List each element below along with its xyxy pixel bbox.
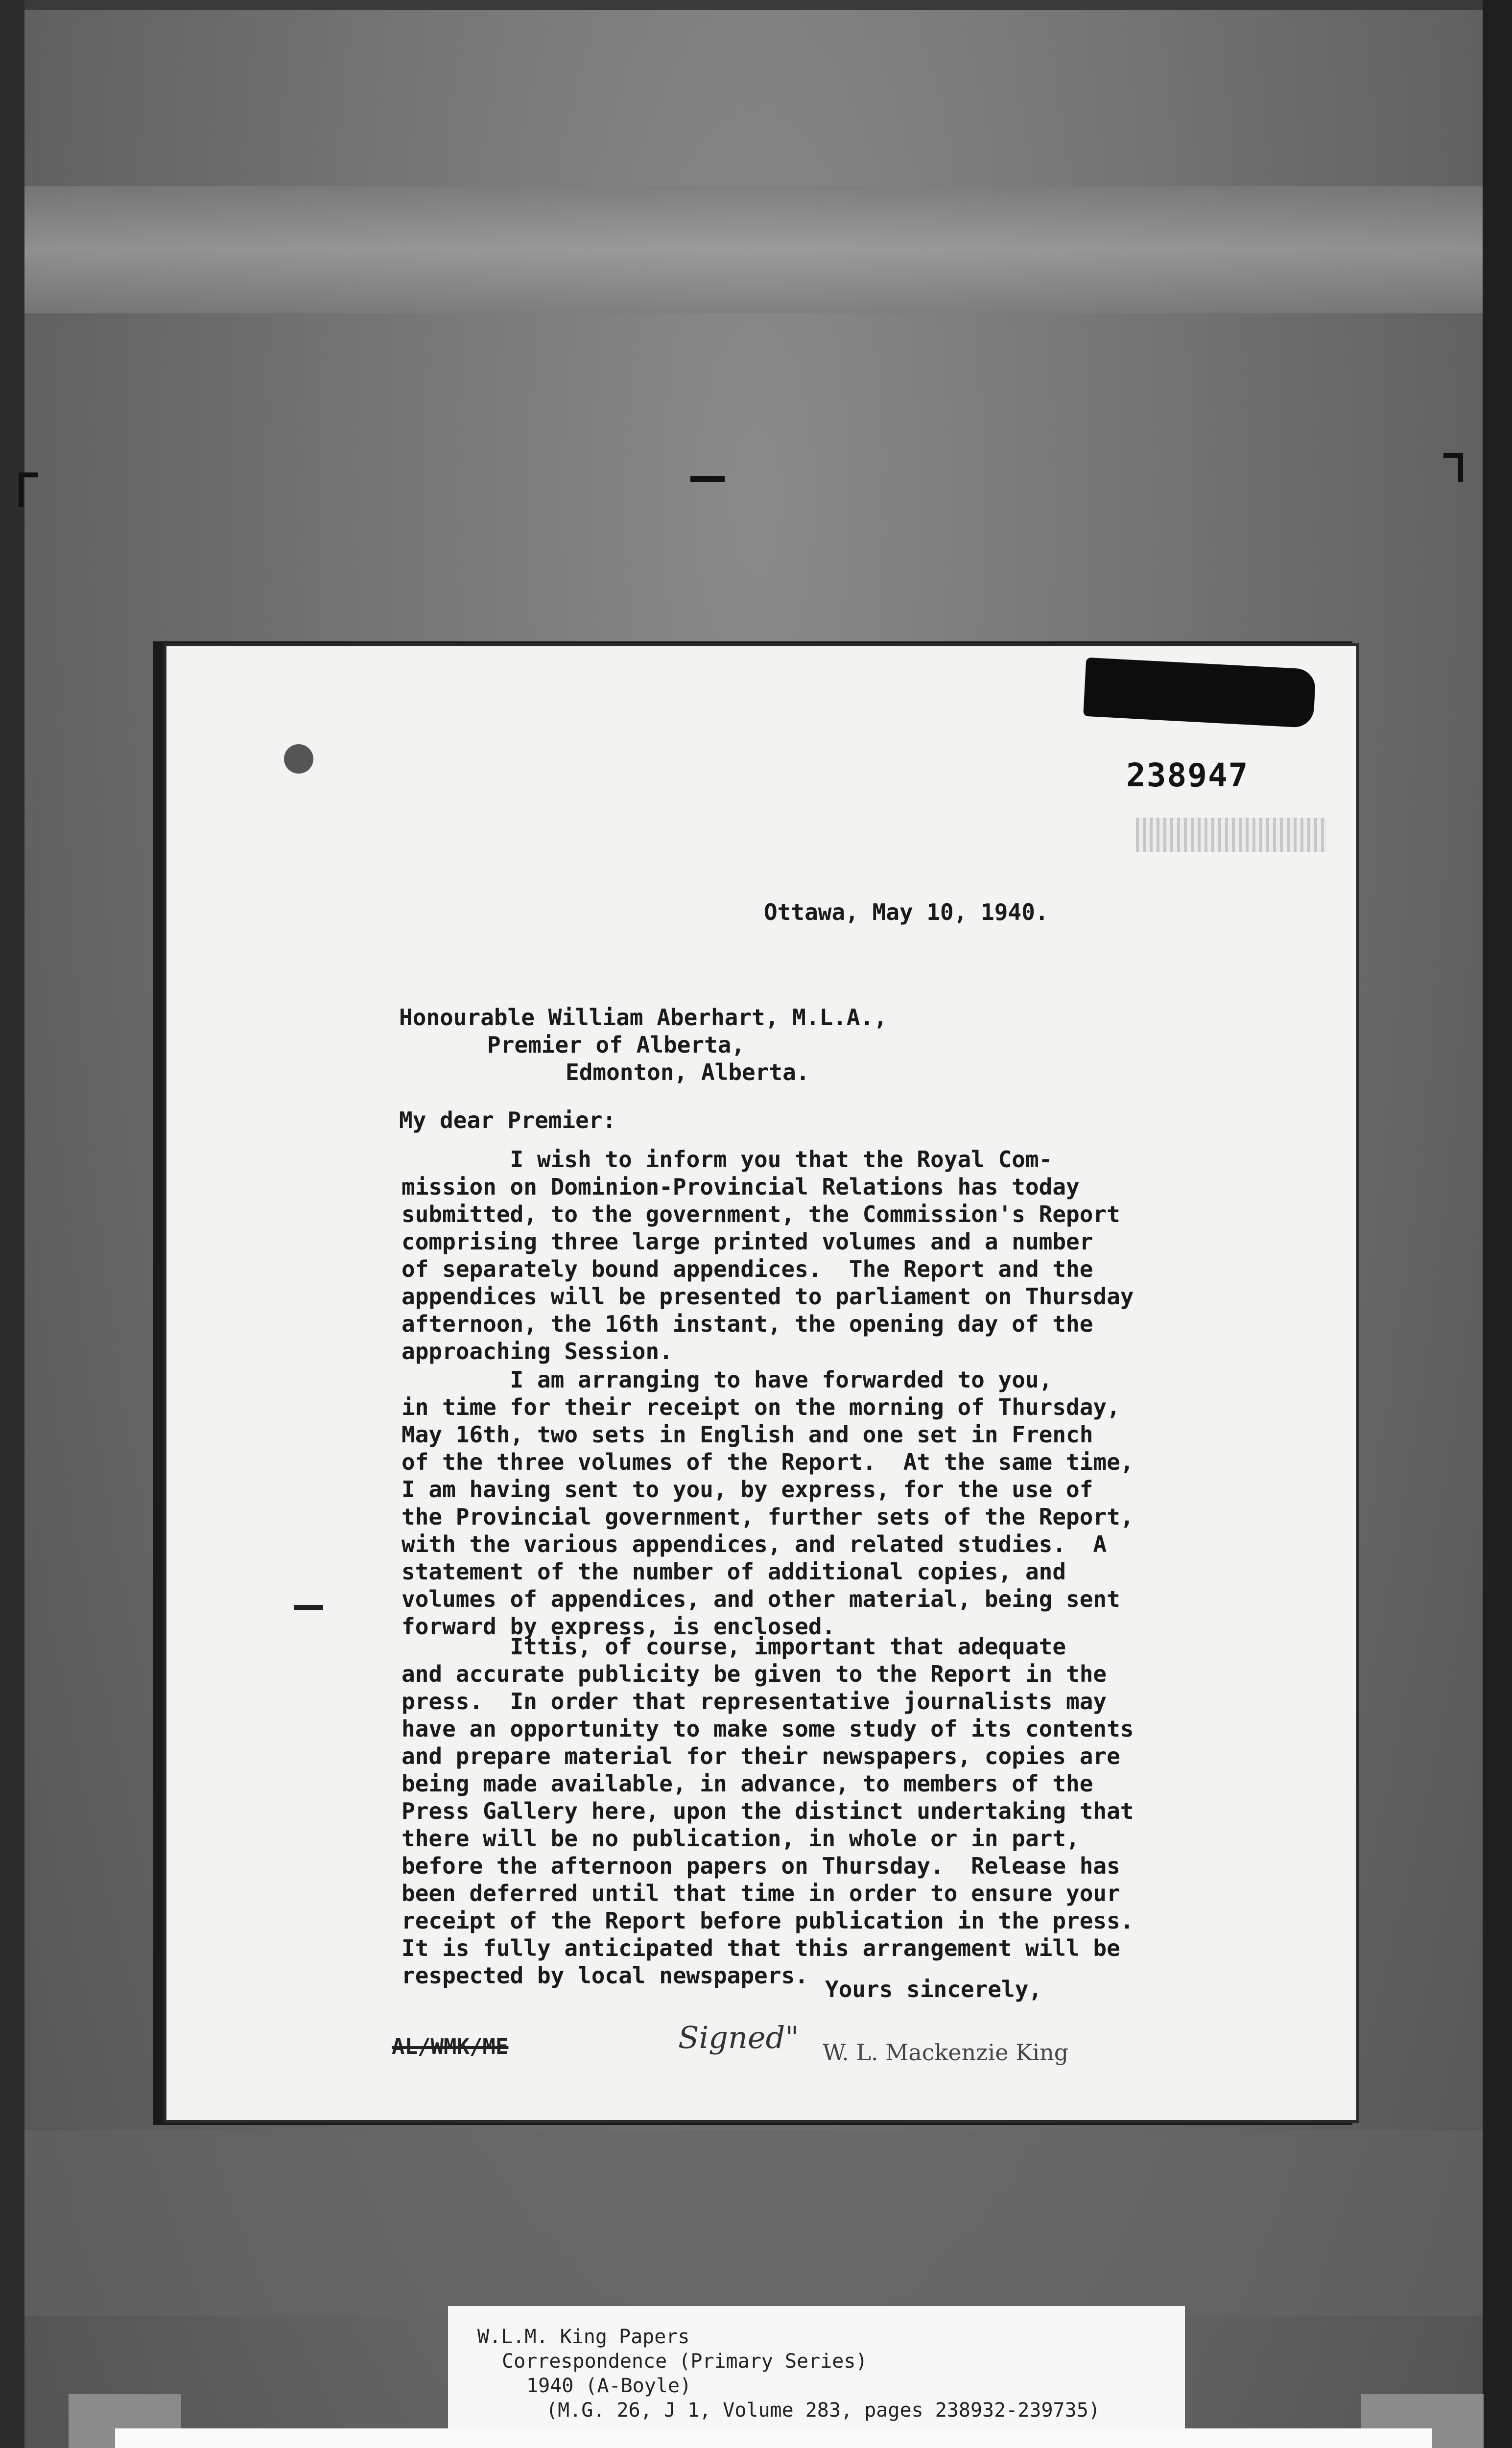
crop-mark-left bbox=[19, 472, 24, 507]
recipient-title: Premier of Alberta, bbox=[487, 1032, 745, 1058]
signature-typed: W. L. Mackenzie King bbox=[823, 2039, 1069, 2066]
film-right-edge bbox=[1483, 0, 1512, 2448]
redaction-bar bbox=[1083, 658, 1316, 728]
letter-date: Ottawa, May 10, 1940. bbox=[764, 899, 1049, 925]
typist-initials: AL/WMK/ME bbox=[392, 2034, 509, 2059]
label-year-range: 1940 (A-Boyle) bbox=[526, 2375, 692, 2397]
label-reference: (M.G. 26, J 1, Volume 283, pages 238932-239735) bbox=[546, 2399, 1100, 2422]
label-series: Correspondence (Primary Series) bbox=[502, 2350, 868, 2373]
closing: Yours sincerely, bbox=[825, 1976, 1042, 2002]
label-collection: W.L.M. King Papers bbox=[477, 2326, 690, 2348]
light-band bbox=[24, 186, 1483, 313]
margin-mark bbox=[294, 1605, 323, 1610]
archives-card bbox=[115, 2428, 1432, 2448]
punch-hole bbox=[284, 744, 313, 774]
recipient-name: Honourable William Aberhart, M.L.A., bbox=[399, 1004, 887, 1031]
film-left-edge bbox=[0, 0, 24, 2448]
signature-handwritten: Signed" bbox=[678, 2020, 799, 2055]
recipient-city: Edmonton, Alberta. bbox=[566, 1059, 810, 1085]
stamp-smudge bbox=[1136, 818, 1327, 852]
collection-label-card bbox=[448, 2306, 1185, 2433]
lower-shadow bbox=[24, 2130, 1483, 2316]
crop-mark-right-tick bbox=[1443, 453, 1463, 458]
salutation: My dear Premier: bbox=[399, 1107, 616, 1133]
body-paragraph-3: Ittis, of course, important that adequate and accurate publicity be given to the Report in the press. In order that representative journalists may have an opportunity to make some study of its contents and prepare material for their newspapers, copies are being made available, in advance, to members of the Press Gallery here, upon the distinct undertaking that there will be no publication, in whole or in part, before the afternoon papers on Thursday. Release has been deferred until that time in order to ensure your receipt of the Report before publication in the press. It is fully anticipated that this arrangement will be respected by local newspapers. bbox=[402, 1633, 1134, 1989]
crop-mark-center bbox=[690, 476, 725, 482]
crop-mark-left-tick bbox=[19, 472, 38, 477]
document-number: 238947 bbox=[1126, 756, 1249, 794]
body-paragraph-1: I wish to inform you that the Royal Com- mission on Dominion-Provincial Relations has today submitted, to the government, the Commission's Report comprising three large printed volumes and a number of separately bound appendices. The Report and the appendices will be presented to parliament on Thursday afternoon, the 16th instant, the opening day of the approaching Session. bbox=[402, 1146, 1134, 1365]
body-paragraph-2: I am arranging to have forwarded to you, in time for their receipt on the morning of Thursday, May 16th, two sets in English and one set in French of the three volumes of the Report. At the same time, I am having sent to you, by express, for the use of the Provincial government, further sets of the Report, with the various appendices, and related studies. A statement of the number of additional copies, and volumes of appendices, and other material, being sent forward by express, is enclosed. bbox=[402, 1366, 1134, 1640]
film-top-edge bbox=[0, 0, 1512, 10]
